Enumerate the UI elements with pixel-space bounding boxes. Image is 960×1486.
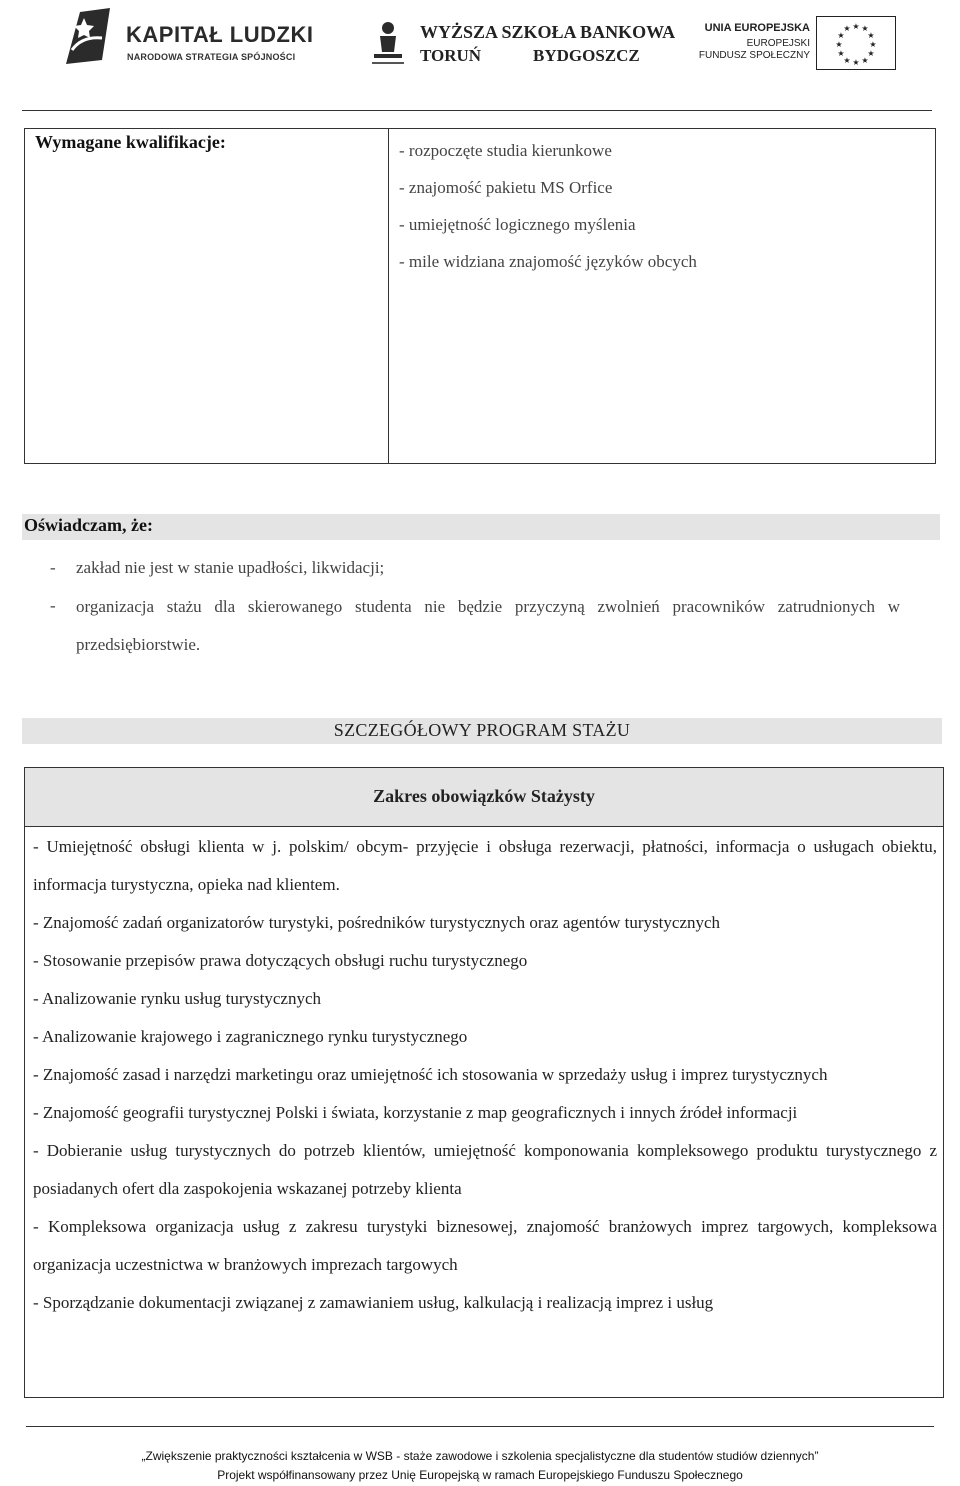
- list-item: - Dobieranie usług turystycznych do potrzeb klientów, umiejętność komponowania kompleksowego produktu turystycznego z posiadanych ofert dla zaspokojenia wskazanej potrzeby klienta: [33, 1141, 937, 1198]
- svg-text:★: ★: [869, 40, 877, 49]
- list-item: - Umiejętność obsługi klienta w j. polskim/ obcym- przyjęcie i obsługa rezerwacji, płatności, informacja o usługach obiektu, informacja turystyczna, opieka nad klientem.: [33, 837, 937, 894]
- list-item: - znajomość pakietu MS Orfice: [399, 178, 613, 197]
- list-item: - Stosowanie przepisów prawa dotyczących obsługi ruchu turystycznego: [33, 951, 528, 970]
- declaration-heading-bar: [22, 514, 940, 540]
- svg-text:★: ★: [852, 58, 860, 67]
- list-item: - rozpoczęte studia kierunkowe: [399, 141, 612, 160]
- eu-line-1: UNIA EUROPEJSKA: [704, 22, 810, 34]
- list-bullet: -: [50, 558, 56, 577]
- qualifications-label: Wymagane kwalifikacje:: [35, 132, 226, 152]
- list-item: - Sporządzanie dokumentacji związanej z zamawianiem usług, kalkulacją i realizacją imprez i usług: [33, 1293, 714, 1312]
- eu-flag-icon: [816, 16, 896, 70]
- qualifications-list: [399, 132, 697, 280]
- duties-list: [33, 828, 937, 1322]
- duties-table: [24, 767, 944, 1398]
- wsb-city-torun: TORUŃ: [420, 46, 482, 65]
- eu-logo: [698, 16, 906, 76]
- list-item: - Analizowanie rynku usług turystycznych: [33, 989, 321, 1008]
- program-heading-bar: [22, 718, 942, 744]
- header-divider: [22, 110, 932, 111]
- duties-title: Zakres obowiązków Stażysty: [373, 786, 595, 806]
- declaration-item-text: organizacja stażu dla skierowanego studenta nie będzie przyczyną zwolnień pracowników zatrudnionych w przedsiębiorstwie.: [76, 597, 900, 654]
- list-item: - Znajomość geografii turystycznej Polski i świata, korzystanie z map geograficznych i innych źródeł informacji: [33, 1103, 798, 1122]
- page-header: [0, 0, 960, 110]
- program-title: SZCZEGÓŁOWY PROGRAM STAŻU: [333, 720, 631, 740]
- duties-header: [25, 768, 943, 827]
- svg-text:★: ★: [852, 22, 860, 31]
- kapital-ludzki-title: KAPITAŁ LUDZKI: [126, 22, 314, 47]
- wsb-emblem-icon: [368, 16, 408, 70]
- svg-text:★: ★: [843, 24, 851, 33]
- svg-text:★: ★: [861, 24, 869, 33]
- declaration-item-text: zakład nie jest w stanie upadłości, likwidacji;: [76, 558, 385, 577]
- footer-project-title: „Zwiększenie praktyczności kształcenia w WSB - staże zawodowe i szkolenia specjalistyczne dla studentów studiów dziennych”: [141, 1449, 819, 1463]
- list-bullet: -: [50, 596, 56, 615]
- svg-text:★: ★: [867, 49, 875, 58]
- svg-text:★: ★: [843, 56, 851, 65]
- svg-text:★: ★: [861, 56, 869, 65]
- footer-funding-note: Projekt współfinansowany przez Unię Europejską w ramach Europejskiego Funduszu Społecznego: [217, 1468, 743, 1482]
- svg-text:★: ★: [835, 40, 843, 49]
- qualifications-table: [24, 128, 936, 464]
- list-item: - Kompleksowa organizacja usług z zakresu turystyki biznesowej, znajomość branżowych imprez targowych, kompleksowa organizacja uczestnictwa w branżowych imprezach targowych: [33, 1217, 937, 1274]
- eu-line-3: FUNDUSZ SPOŁECZNY: [698, 50, 810, 61]
- table-column-divider: [388, 129, 389, 463]
- list-item: - Znajomość zadań organizatorów turystyki, pośredników turystycznych oraz agentów turystycznych: [33, 913, 721, 932]
- wsb-logo: [368, 12, 676, 72]
- wsb-title: WYŻSZA SZKOŁA BANKOWA: [420, 22, 676, 42]
- svg-text:★: ★: [837, 49, 845, 58]
- declaration-heading: Oświadczam, że:: [24, 515, 153, 535]
- list-item: - umiejętność logicznego myślenia: [399, 215, 636, 234]
- svg-text:★: ★: [837, 31, 845, 40]
- list-item: - Analizowanie krajowego i zagranicznego rynku turystycznego: [33, 1027, 468, 1046]
- footer-divider: [26, 1426, 934, 1427]
- kapital-ludzki-logo: [60, 4, 314, 74]
- wsb-city-bydgoszcz: BYDGOSZCZ: [533, 46, 640, 65]
- list-item: - Znajomość zasad i narzędzi marketingu oraz umiejętność ich stosowania w sprzedaży usług i imprez turystycznych: [33, 1065, 828, 1084]
- kapital-ludzki-subtitle: NARODOWA STRATEGIA SPÓJNOŚCI: [127, 52, 296, 62]
- list-item: - mile widziana znajomość języków obcych: [399, 252, 697, 271]
- kapital-ludzki-emblem-icon: [60, 4, 116, 70]
- svg-text:★: ★: [867, 31, 875, 40]
- eu-line-2: EUROPEJSKI: [746, 38, 810, 49]
